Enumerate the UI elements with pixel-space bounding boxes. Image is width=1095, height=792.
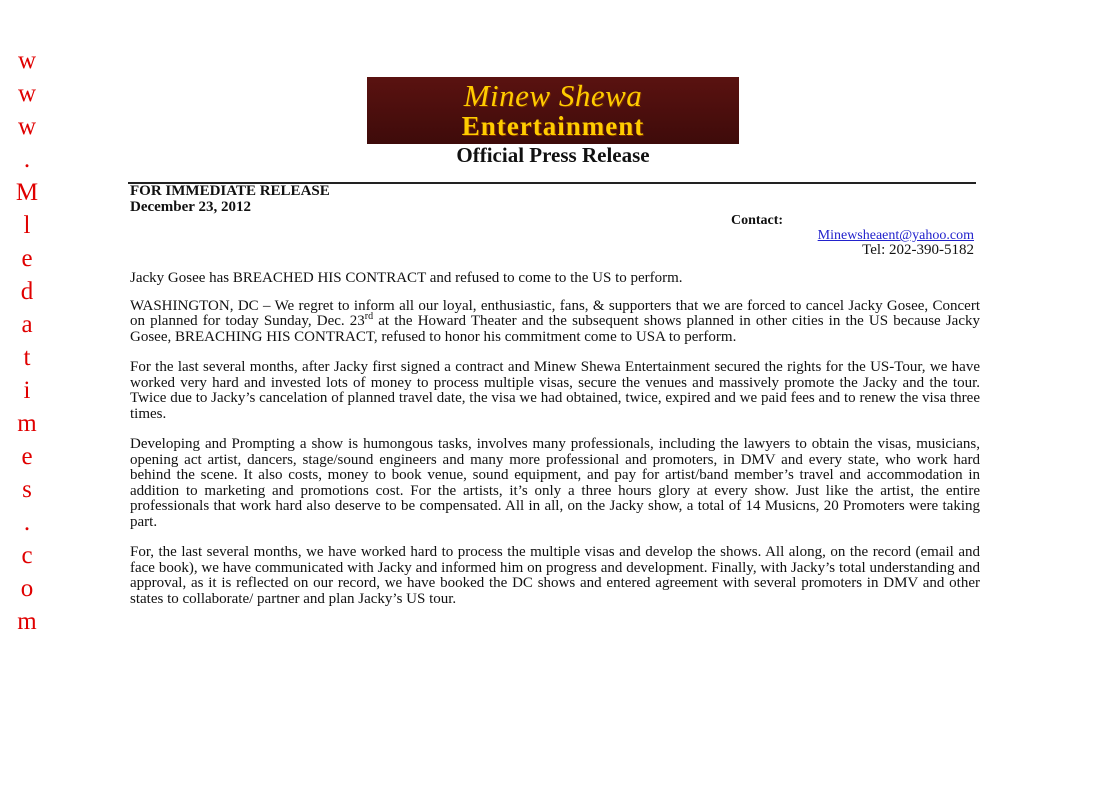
watermark-char: i	[23, 377, 31, 404]
watermark-char: M	[15, 179, 39, 206]
watermark-char: w	[17, 80, 37, 107]
site-watermark	[12, 44, 42, 638]
contact-label: Contact:	[731, 213, 784, 228]
paragraph-1-text-a: WASHINGTON, DC – We regret to inform all our loyal, enthusiastic, fans, & supporters that we are forced to cancel Jacky Gosee, Concert on planned for today Sunday, Dec. 23	[130, 297, 980, 329]
paragraph-2: For the last several months, after Jacky first signed a contract and Minew Shewa Entertainment secured the rights for the US-Tour, we have worked very hard and invested lots of money to process multiple visas, secure the venues and massively promote the Jacky and the tour. Twice due to Jacky’s cancelation of planned travel date, the visa we had obtained, twice, expired and we paid fees and to renew the visa three times.	[130, 359, 980, 422]
company-logo	[367, 77, 739, 144]
ordinal-suffix: rd	[364, 311, 374, 322]
watermark-char: w	[17, 47, 37, 74]
logo-line-1: Minew Shewa	[463, 78, 643, 113]
contact-email-link[interactable]: Minewsheaent@yahoo.com	[817, 228, 974, 243]
paragraph-4: For, the last several months, we have worked hard to process the multiple visas and develop the shows. All along, on the record (email and face book), we have communicated with Jacky and informed him on progress and development. Finally, with Jacky’s total understanding and approval, as it is reflected on our record, we have booked the DC shows and entered agreement with several promoters in DMV and other states to collaborate/ partner and plan Jacky’s US tour.	[130, 544, 980, 607]
contact-phone: Tel: 202-390-5182	[862, 242, 974, 258]
watermark-char: .	[23, 509, 31, 536]
watermark-char: m	[17, 608, 37, 635]
release-label: FOR IMMEDIATE RELEASE	[130, 183, 330, 199]
watermark-char: e	[21, 245, 33, 272]
watermark-char: o	[20, 575, 34, 602]
watermark-char: m	[17, 410, 37, 437]
watermark-char: s	[22, 476, 32, 503]
watermark-char: w	[17, 113, 37, 140]
watermark-char: d	[20, 278, 34, 305]
paragraph-1-text-b: at the Howard Theater and the subsequent shows planned in other cities in the US because Jacky Gosee, BREACHING HIS CONTRACT, refused to honor his commitment come to USA to perform.	[130, 313, 980, 345]
watermark-char: c	[21, 542, 33, 569]
lead-paragraph: Jacky Gosee has BREACHED HIS CONTRACT and refused to come to the US to perform.	[130, 270, 683, 286]
watermark-char: a	[21, 311, 33, 338]
paragraph-1	[130, 299, 980, 346]
logo-line-2: Entertainment	[461, 111, 645, 141]
watermark-char: l	[23, 212, 31, 239]
release-date: December 23, 2012	[130, 199, 251, 215]
release-block	[130, 183, 330, 215]
watermark-char: .	[23, 146, 31, 173]
watermark-char: t	[23, 344, 31, 371]
press-release-body	[130, 271, 980, 622]
watermark-char: e	[21, 443, 33, 470]
page-title: Official Press Release	[456, 143, 650, 167]
contact-block	[600, 213, 974, 258]
paragraph-3: Developing and Prompting a show is humongous tasks, involves many professionals, including the lawyers to obtain the visas, musicians, opening act artist, dancers, stage/sound engineers and many more professional and promoters, in DMV and every state, who work hard behind the scene. It also costs, money to book venue, sound equipment, and pay for artist/band member’s travel and accommodation in addition to marketing and promotions cost. For the artists, it’s only a three hours glory at every show. Just like the artist, the entire professionals that work hard also deserve to be compensated. All in all, on the Jacky show, a total of 14 Musicns, 20 Promoters were taking part.	[130, 436, 980, 530]
